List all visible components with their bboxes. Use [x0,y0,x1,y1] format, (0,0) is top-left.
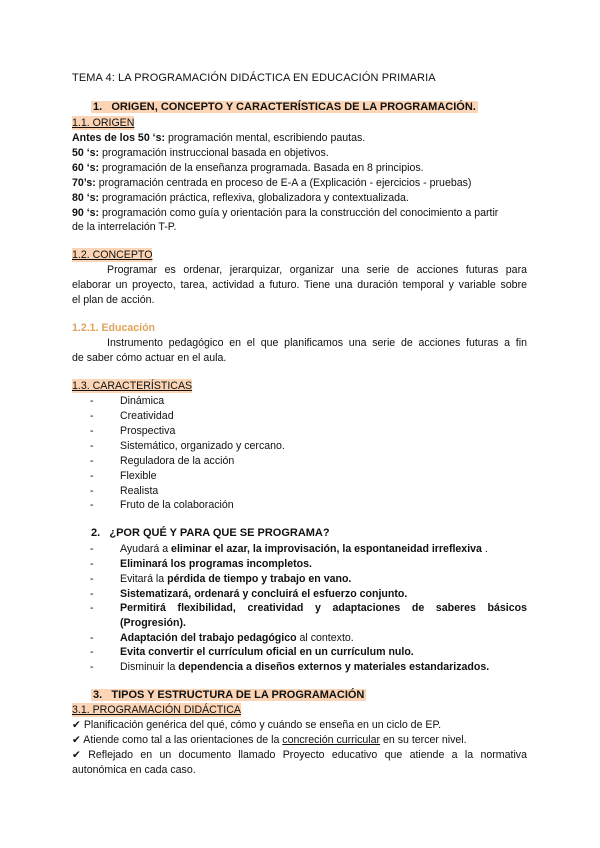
check-line-continuation: autonómica en cada caso. [72,764,196,776]
concepto-heading: 1.2. CONCEPTO [72,249,153,261]
origen-item: 60 ‘s: programación de la enseñanza programada. Basada en 8 principios. [72,162,424,174]
check-icon: ✔ [72,749,81,761]
list-item: - Fruto de la colaboración [90,499,234,511]
document-title: TEMA 4: LA PROGRAMACIÓN DIDÁCTICA EN EDUCACIÓN PRIMARIA [72,72,436,84]
origen-item: 80 ‘s: programación práctica, reflexiva, globalizadora y contextualizada. [72,192,409,204]
list-item: - Adaptación del trabajo pedagógico al contexto. [90,632,354,644]
check-line: ✔ Planificación genérica del qué, cómo y cuándo se enseña en un ciclo de EP. [72,719,442,731]
check-line: ✔ Atiende como tal a las orientaciones de la concreción curricular en su tercer nivel. [72,734,467,746]
check-icon: ✔ [72,719,81,731]
origen-item: 50 ‘s: programación instruccional basada en objetivos. [72,147,329,159]
list-item: - Prospectiva [90,425,176,437]
educacion-line: Instrumento pedagógico en el que planificamos una serie de acciones futuras a fin [107,337,527,349]
section3-title: TIPOS Y ESTRUCTURA DE LA PROGRAMACIÓN [111,689,365,701]
list-item: - Evita convertir el currículum oficial en un currículum nulo. [90,646,414,658]
section1-number: 1. [93,101,103,113]
origen-item: 90 ‘s: programación como guía y orientación para la construcción del conocimiento a partir [72,207,499,219]
list-item: - Permitirá flexibilidad, creatividad y adaptaciones de saberes básicos [90,602,527,614]
list-item: - Creatividad [90,410,174,422]
section2-title: ¿POR QUÉ Y PARA QUE SE PROGRAMA? [109,527,330,539]
list-item: - Reguladora de la acción [90,455,235,467]
concepto-line: el plan de acción. [72,294,155,306]
programacion-didactica-heading: 3.1. PROGRAMACIÓN DIDÁCTICA [72,704,241,716]
section1-heading [91,100,478,114]
origen-item: Antes de los 50 ‘s: programación mental, escribiendo pautas. [72,132,366,144]
concepto-line: elaborar un proyecto, tarea, actividad a futuro. Tiene una duración temporal y variable sobre [72,279,527,291]
section1-title: ORIGEN, CONCEPTO Y CARACTERÍSTICAS DE LA PROGRAMACIÓN. [111,101,476,113]
list-item: - Ayudará a eliminar el azar, la improvisación, la espontaneidad irreflexiva . [90,543,488,555]
list-item: - Flexible [90,470,157,482]
list-item: - Realista [90,485,159,497]
list-item: - Disminuir la dependencia a diseños externos y materiales estandarizados. [90,661,490,673]
origen-item: 70’s: programación centrada en proceso de E-A a (Explicación - ejercicios - pruebas) [72,177,472,189]
list-item: - Evitará la pérdida de tiempo y trabajo en vano. [90,573,352,585]
caracteristicas-heading: 1.3. CARACTERÍSTICAS [72,380,193,392]
origen-last-line: de la interrelación T-P. [72,221,177,233]
section2-number: 2. [91,527,101,539]
concepto-line: Programar es ordenar, jerarquizar, organizar una serie de acciones futuras para [107,264,527,276]
list-item: - Sistematizará, ordenará y concluirá el esfuerzo conjunto. [90,588,408,600]
section3-number: 3. [93,689,103,701]
educacion-line: de saber cómo actuar en el aula. [72,352,227,364]
section2-heading [91,526,330,540]
educacion-heading: 1.2.1. Educación [72,322,156,334]
origen-heading: 1.1. ORIGEN [72,117,135,129]
list-item: - Dinámica [90,395,165,407]
section3-heading [91,688,366,702]
list-item: - Sistemático, organizado y cercano. [90,440,285,452]
check-line: ✔ Reflejado en un documento llamado Proyecto educativo que atiende a la normativa [72,749,527,761]
check-icon: ✔ [72,734,81,746]
list-item-continuation: (Progresión). [120,617,186,629]
list-item: - Eliminará los programas incompletos. [90,558,312,570]
